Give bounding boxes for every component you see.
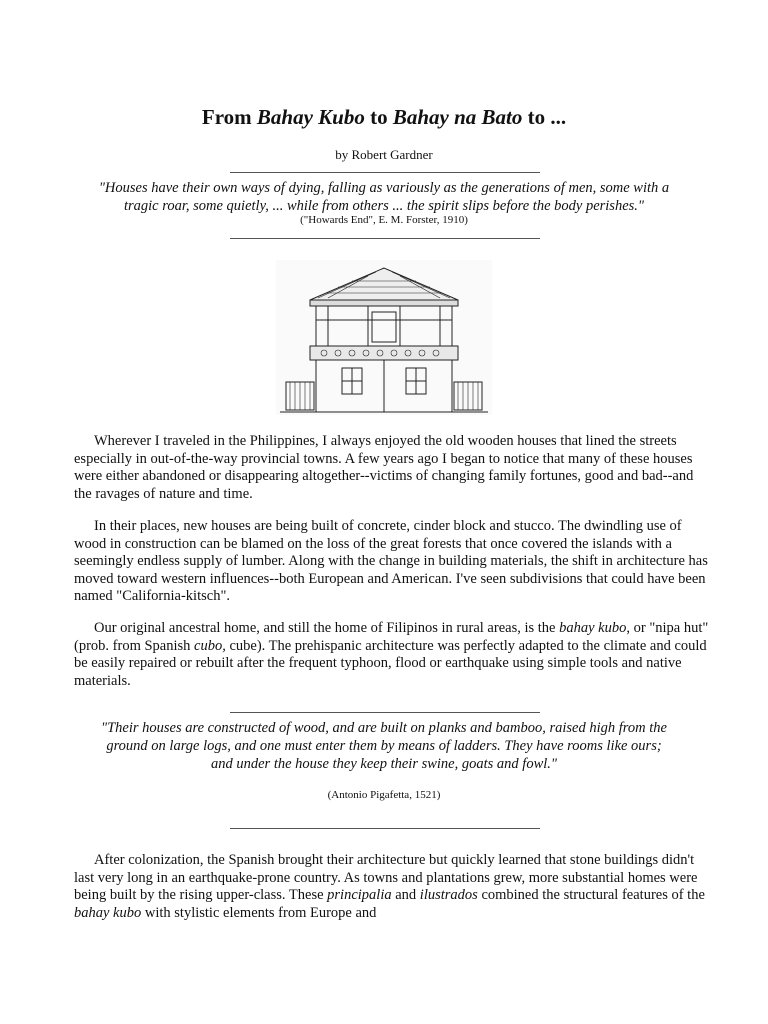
divider-rule (230, 828, 540, 829)
paragraph-1: Wherever I traveled in the Philippines, I always enjoyed the old wooden houses that lined the streets especially in out-of-the-way provincial towns. A few years ago I began to notice that many of these houses were either abandoned or disappearing altogether--victims of changing family fortunes, good and bad--and the ravages of nature and time. (74, 433, 694, 502)
title-part: to ... (522, 105, 567, 129)
text-run: with stylistic elements from Europe and (141, 904, 377, 921)
quote-line: tragic roar, some quietly, ... while from others ... the spirit slips before the body perishes." (123, 198, 644, 214)
quote-line: "Their houses are constructed of wood, and are built on planks and bamboo, raised high from the (101, 720, 667, 736)
italic-term: bahay kubo (559, 620, 627, 636)
text-run: Our original ancestral home, and still the home of Filipinos in rural areas, is the (94, 620, 560, 636)
author-byline: by Robert Gardner (335, 147, 433, 162)
text-run: and (391, 887, 420, 903)
italic-term: principalia (327, 887, 392, 903)
paragraph-4 (74, 852, 714, 922)
quote-line: "Houses have their own ways of dying, falling as variously as the generations of men, some with a (98, 180, 670, 196)
quote-line: and under the house they keep their swine, goats and fowl." (211, 756, 557, 772)
title-italic-bahay-kubo: Bahay Kubo (256, 105, 365, 129)
title-part: to (364, 105, 393, 129)
text-run: combined the structural features of the (477, 887, 705, 903)
house-illustration (276, 260, 492, 415)
epigraph-quote (70, 179, 698, 215)
italic-term: ilustrados (419, 887, 478, 903)
epigraph-citation: ("Howards End", E. M. Forster, 1910) (300, 214, 468, 226)
paragraph-2: In their places, new houses are being built of concrete, cinder block and stucco. The dwindling use of wood in construction can be blamed on the loss of the great forests that once covered the islands with a seemingly endless supply of lumber. Along with the change in building materials, the shift in architecture has moved toward western influences--both European and American. I've seen subdivisions that could have been named "California-kitsch". (74, 518, 708, 604)
page-title (0, 104, 768, 130)
text-run: cube). The prehispanic architecture was perfectly adapted to the climate and could be easily repaired or rebuilt after the frequent typhoon, flood or earthquake using simple tools and native materials. (74, 637, 707, 689)
pigafetta-quote (70, 719, 698, 773)
pigafetta-citation: (Antonio Pigafetta, 1521) (327, 789, 441, 801)
text-run: After colonization, the Spanish brought their architecture but quickly learned that stone buildings didn't last very long in an earthquake-prone country. As towns and plantations grew, more substantial homes were being built by the rising upper-class. These (74, 852, 698, 903)
text-run: , or "nipa hut" (prob. from Spanish (74, 620, 709, 654)
italic-term: cubo, (194, 637, 226, 654)
italic-term: bahay kubo (74, 904, 142, 921)
title-part: From (201, 105, 257, 129)
divider-rule (230, 172, 540, 173)
title-italic-bahay-na-bato: Bahay na Bato (392, 105, 523, 129)
divider-rule (230, 712, 540, 713)
quote-line: ground on large logs, and one must enter them by means of ladders. They have rooms like ours; (106, 738, 662, 754)
divider-rule (230, 238, 540, 239)
paragraph-3 (74, 620, 714, 690)
